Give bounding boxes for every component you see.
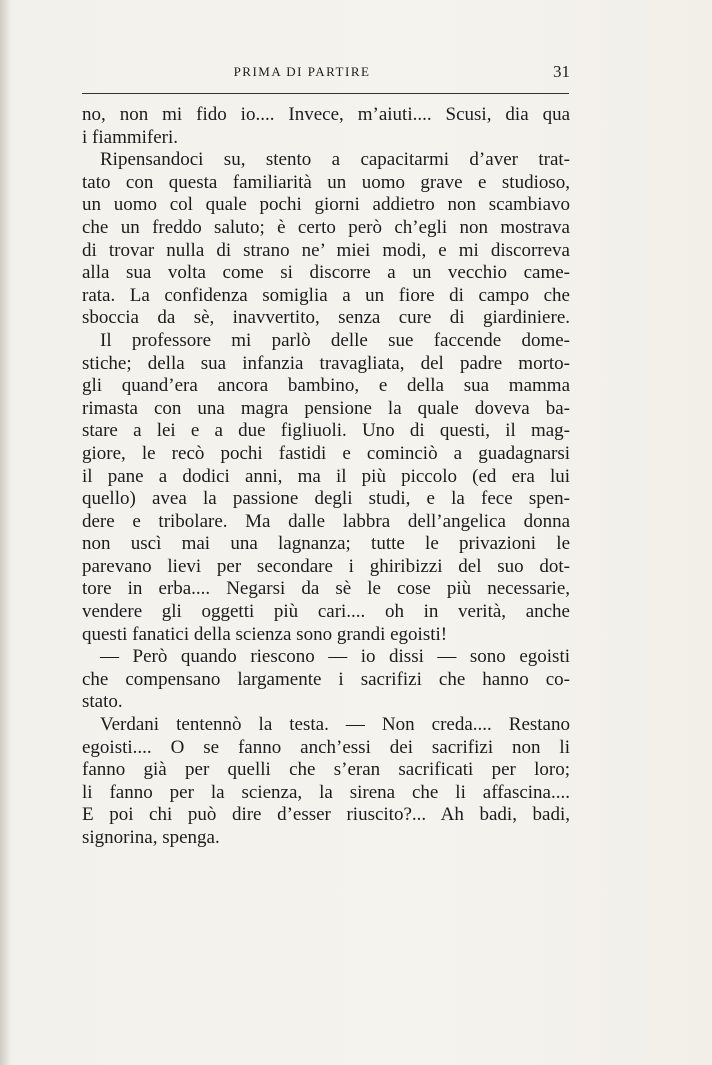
paragraph-5: [82, 714, 570, 850]
text-line: non uscì mai una lagnanza; tutte le privazioni le: [82, 533, 570, 555]
paragraph-3: [82, 330, 570, 646]
text-line: rimasta con una magra pensione la quale doveva ba-: [82, 397, 570, 419]
text-line: Verdani tentennò la testa. — Non creda.... Restano: [100, 714, 570, 736]
text-line: signorina, spenga.: [82, 827, 220, 848]
text-line: rata. La confidenza somiglia a un fiore di campo che: [82, 284, 570, 306]
text-line: quello) avea la passione degli studi, e la fece spen-: [82, 488, 570, 510]
paragraph-2: [82, 149, 570, 330]
text-line: — Però quando riescono — io dissi — sono egoisti: [100, 646, 570, 668]
page-edge-shadow: [0, 0, 10, 1065]
text-line: di trovar nulla di strano ne’ miei modi, e mi discorreva: [82, 239, 570, 261]
text-line: i fiammiferi.: [82, 126, 179, 148]
paragraph-1: [82, 104, 570, 149]
text-line: egoisti.... O se fanno anch’essi dei sacrifizi non li: [82, 736, 570, 758]
text-line: no, non mi fido io.... Invece, m’aiuti.... Scusi, dia qua: [82, 104, 570, 125]
body-text: [82, 104, 570, 850]
text-line: fanno già per quelli che s’eran sacrificati per loro;: [82, 759, 570, 781]
text-line: Ripensandoci su, stento a capacitarmi d’aver trat-: [100, 149, 570, 171]
text-line: gli quand’era ancora bambino, e della sua mamma: [82, 375, 570, 397]
running-title: PRIMA DI PARTIRE: [233, 64, 371, 79]
text-line: dere e tribolare. Ma dalle labbra dell’angelica donna: [82, 510, 570, 532]
text-line: tore in erba.... Negarsi da sè le cose più necessarie,: [82, 578, 570, 600]
text-line: che un freddo saluto; è certo però ch’egli non mostrava: [82, 216, 570, 238]
text-line: tato con questa familiarità un uomo grave e studioso,: [82, 171, 570, 193]
text-line: questi fanatici della scienza sono grandi egoisti!: [82, 623, 448, 645]
text-line: li fanno per la scienza, la sirena che li affascina....: [82, 781, 570, 803]
text-line: il pane a dodici anni, ma il più piccolo (ed era lui: [82, 465, 570, 487]
running-head: [82, 62, 570, 82]
text-line: parevano lievi per secondare i ghiribizzi del suo dot-: [82, 555, 570, 577]
text-line: stare a lei e a due figliuoli. Uno di questi, il mag-: [82, 420, 570, 442]
text-line: stato.: [82, 691, 123, 713]
text-line: vendere gli oggetti più cari.... oh in verità, anche: [82, 601, 570, 623]
header-rule: [82, 93, 569, 94]
text-line: un uomo col quale pochi giorni addietro non scambiavo: [82, 194, 570, 216]
text-line: che compensano largamente i sacrifizi che hanno co-: [82, 668, 570, 690]
text-line: Il professore mi parlò delle sue faccende dome-: [100, 329, 570, 351]
text-line: giore, le recò pochi fastidi e cominciò a guadagnarsi: [82, 442, 570, 464]
text-line: sboccia da sè, inavvertito, senza cure di giardiniere.: [82, 307, 570, 329]
paragraph-4: [82, 646, 570, 714]
text-line: E poi chi può dire d’esser riuscito?... Ah badi, badi,: [82, 804, 570, 826]
text-line: stiche; della sua infanzia travagliata, del padre morto-: [82, 352, 570, 374]
text-line: alla sua volta come si discorre a un vecchio came-: [82, 262, 570, 284]
page-number: 31: [553, 62, 570, 81]
